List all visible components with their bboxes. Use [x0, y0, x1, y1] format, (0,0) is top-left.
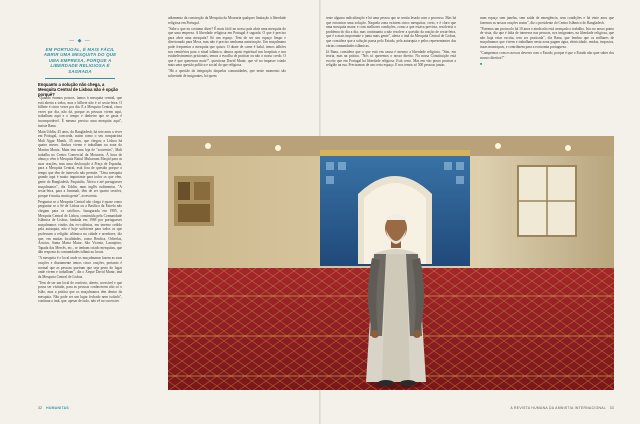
mosque-interior-photo [168, 136, 614, 390]
magazine-tagline: A REVISTA HUMANA DA AMNISTIA INTERNACIONAL [510, 406, 606, 410]
paragraph: "Fizemos um protocolo há 10 anos e ainda não está avançado o trabalho. Isto no nosso ponto de vista, diz que é falta de interesse nas pessoas, nos imigrantes, na liberdade religiosa, que não haja estar escrita, tem ser praticada", diz Rana, que lembra que os milhares de muçulmanos que vivem e trabalham nesta zona pagam água, eletricidade, rendas, impostos, taxas municipais, e contribuem para a economia portuguesa. [480, 26, 614, 49]
photo-illustration [168, 136, 614, 390]
paragraph: "Quando éramos poucos, íamos à mesquita central, que está aberta a todos, mas o bilhete não é só sexta-feira. O bilhete é cinco vezes por dia. E a Mesquita Central, cinco vezes por dia, não dá, porque as pessoas vivem aqui, trabalham aqui e o tempo e dinheiro que se gasta é incomportável. É mesmo preciso uma mesquita aqui", insiste Rana. [38, 96, 122, 128]
paragraph: Perguntar se a Mesquita Central não chega é quase como perguntar se a Sé de Lisboa ou a Basílica da Estrela não chegam para os católicos. Inaugurada em 1985, a Mesquita Central de Lisboa, construída pela Comunidade Islâmica de Lisboa, fundada em 1968 por portugueses muçulmanos vindos das ex-colónias, em terreno cedido pela autarquia, não é hoje suficiente para todos os que professam a religião islâmica na cidade e arredores, diz que, em muitas localidades, como Benfica, Odivelas, Arroios, Santa Marta Maior, São Vicente, Laranjeiro, Tapada das Mercês, etc., se tenham criado mesquitas, que dão resposta às comunidades islâmicas locais. [38, 199, 122, 255]
column-4 [480, 16, 614, 134]
interview-question: Enquanto a solução não chega, a Mesquita Central de Lisboa não é opção porquê? [38, 82, 119, 98]
paragraph: num espaço sem janelas, sem saída de emergência, sem condições e há vinte anos que fazemos as nossas orações assim", diz o presidente do Centro Islâmico do Bangladesh. [480, 16, 614, 25]
pull-quote-ornament: — ◆ — [69, 38, 91, 44]
paragraph: tente alguma radicalização e há uma pessoa que se sentiu lesada com o processo. Mas há que encontrar uma solução. Naquela zona existem cinco mesquitas, creio, e é claro que uma mesquita maior e com melhores condições, como a que estava prevista, resolveria o problema do dia a dia, mas continuaria a não resolver a questão da oração de sexta-feira, que é a mais importante e junta mais gente", alerta o imã da Mesquita Central de Lisboa, que considera que a solução passa pelo Estado, pela autarquia e pelos representantes das várias comunidades islâmicas. [326, 16, 456, 48]
column-2 [168, 16, 286, 134]
pull-quote-rule [45, 78, 115, 79]
pull-quote [38, 38, 122, 79]
magazine-brand: HUMANITAS [46, 406, 69, 410]
footer-right [510, 406, 614, 410]
paragraph: "Cumprimos com os nossos deveres com o Estado, porque é que o Estado não quer saber dos nossos direitos?" [480, 50, 614, 60]
paragraph: "Há a questão da integração daquelas comunidades, que neste momento são sobretudo de imigrantes, há quem [168, 69, 286, 78]
paragraph: Já Rana, considera que o que está em causa é mesmo a liberdade religiosa. "Sim, em teoria, mas na prática. "Nós só queremos o nosso direito. Na nossa Constituição está escrito que em Portugal há liberdade religiosa. Está certo. Mas em vão posso praticar a religião na rua. Precisamos de um certo espaço. E nos temos só 500 pessoas juntas [326, 49, 456, 68]
paragraph: "Tem de ser um local de conforto, aberto, acessível e que possa ser visitado, para as pessoas conhecerem não só o Islão, mas a prática que os muçulmanos têm dentro da mesquita. Não pode ser um lugar fechado nem isolado", continua o imã, que, apesar de tudo, não vê no sucessivo [38, 280, 122, 304]
paragraph: adiamento da construção da Mesquita da Mouraria qualquer limitação à liberdade religiosa em Portugal. [168, 16, 286, 25]
footer-left [38, 406, 69, 410]
paragraph: Main Uddin, 45 anos, do Bangladesh, há sete anos a viver em Portugal, concorda, assim como o seu compatriota Mali Ajgar Manik, 35 anos, que chegou a Lisboa há quatro meses. Ambos vivem e trabalham na zona do Martim Moniz. Main tem uma loja de "souvenirs", Mali trabalha no Centro Comercial da Mouraria. À hora de almoço vêm à Mesquita Baitul Mukarram Masjid para as suas orações, mas uma deslocação à Praça de Espanha, para a Mesquita Central, está fora de questão porque o tempo que têm de intervalo não permite. "Uma mesquita grande aqui é muito importante para todos os que vêm, gente do Bangladesh, Paquistão, África e até portugueses muçulmanos", diz Uddin, num inglês rudimentar. "A sexta-feira, para a Jummah, têm de ser quatro sessões, porque é muita, muita gente", acrescenta. [38, 129, 122, 198]
page-number-left: 32 [38, 406, 43, 410]
paragraph: "A mesquita é o local onde os muçulmanos fazem as suas orações e diariamente temos cinco orações, portanto é normal que as pessoas queiram que seja perto do lugar onde vivem e trabalham", diz o Xeque David Munir, imã da Mesquita Central de Lisboa. [38, 256, 122, 279]
pull-quote-text: EM PORTUGAL, É MAIS FÁCIL ABRIR UMA MESQUITA DO QUE UMA EMPRESA, PORQUE A LIBERDADE RELIGIOSA É SAGRADA [43, 47, 117, 74]
column-1 [38, 96, 122, 400]
end-of-article-mark: ■ [480, 61, 483, 66]
column-3 [326, 16, 456, 134]
page-number-right: 33 [609, 406, 614, 410]
paragraph: "Sabe o que eu costumo dizer? É mais fácil no nosso país abrir uma mesquita do que uma empresa. A liberdade religiosa em Portugal é sagrada. O que é preciso para abrir uma mesquita? Só um espaço. Tem de ser um espaço limpo e direcionado para Meca, mas não é preciso nenhuma autorização. Um muçulmano pode frequentar a mesquita que quiser. O abate de carne é halal, temos talhões nos cemitérios para o ritual islâmico, damos apoio espiritual nos hospitais e nos estabelecimentos prisionais, temos a escolha de praticar ou não o nosso credo. O que é que queremos mais?", questiona David Munir, que vê no impasse criado mais uma questão política e social do que religiosa. [168, 26, 286, 68]
